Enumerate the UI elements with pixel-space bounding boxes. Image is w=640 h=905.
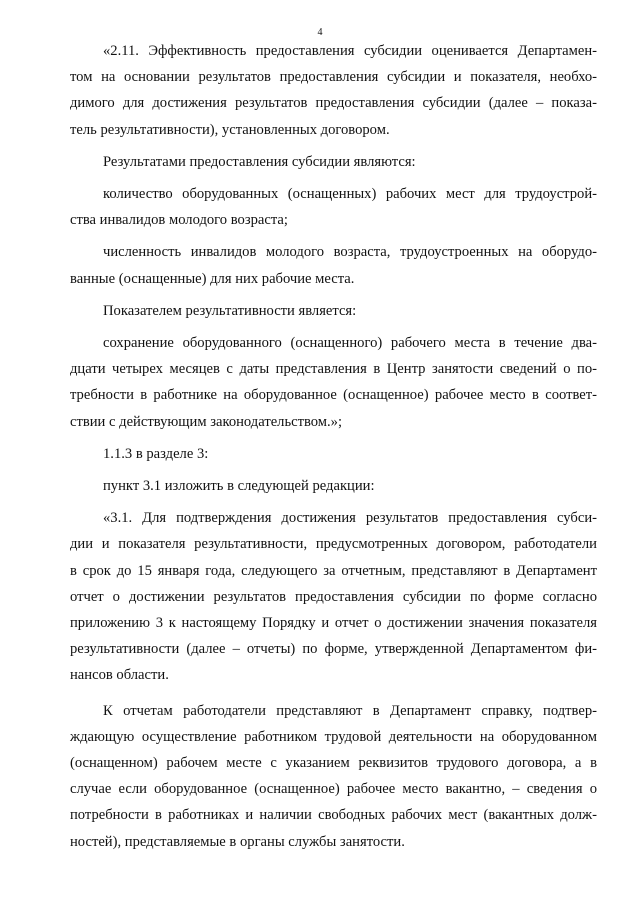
paragraph [70,239,597,291]
paragraph [70,38,597,143]
text-line: потребности в работниках и наличии свободных рабочих мест (вакантных долж- [70,807,597,824]
document-body [70,38,597,855]
text-line: Показателем результативности является: [103,302,357,319]
text-line: 1.1.3 в разделе 3: [103,445,209,462]
text-line: пункт 3.1 изложить в следующей редакции: [103,478,375,495]
text-line: нансов области. [70,667,169,684]
paragraph [70,473,597,499]
paragraph [70,298,597,324]
paragraph [70,149,597,175]
page-number: 4 [317,27,323,38]
text-line: случае если оборудованное (оснащенное) рабочее место вакантно, – сведения о [70,781,597,798]
text-line: ствии с действующим законодательством.»; [70,413,343,430]
paragraph [70,698,597,855]
text-line: ждающую осуществление работником трудовой деятельности на оборудованном [70,728,597,745]
text-line: требности в работнике на оборудованное (оснащенное) рабочее место в соответ- [70,387,597,404]
text-line: количество оборудованных (оснащенных) рабочих мест для трудоустрой- [103,186,597,203]
paragraph [70,181,597,233]
text-line: результативности (далее – отчеты) по форме, утвержденной Департаментом фи- [70,641,597,658]
text-line: ностей), представляемые в органы службы занятости. [70,833,405,850]
text-line: (оснащенном) рабочем месте с указанием реквизитов трудового договора, а в [70,755,597,772]
text-line: численность инвалидов молодого возраста, трудоустроенных на оборудо- [103,244,597,261]
text-line: в срок до 15 января года, следующего за отчетным, представляют в Департамент [70,562,597,579]
paragraph [70,441,597,467]
text-line: дцати четырех месяцев с даты представления в Центр занятости сведений о по- [70,361,597,378]
text-line: том на основании результатов предоставления субсидии и показателя, необхо- [70,69,597,86]
text-line: ванные (оснащенные) для них рабочие места. [70,270,355,287]
text-line: «3.1. Для подтверждения достижения результатов предоставления субси- [103,510,597,527]
text-line: «2.11. Эффективность предоставления субсидии оценивается Департамен- [103,43,597,59]
text-line: К отчетам работодатели представляют в Департамент справку, подтвер- [103,702,597,719]
text-line: ства инвалидов молодого возраста; [70,212,288,229]
paragraph [70,505,597,688]
text-line: сохранение оборудованного (оснащенного) рабочего места в течение два- [103,335,597,352]
text-line: приложению 3 к настоящему Порядку и отчет о достижении значения показателя [70,615,597,632]
paragraph [70,330,597,435]
text-line: димого для достижения результатов предоставления субсидии (далее – показа- [70,95,597,112]
text-line: тель результативности), установленных договором. [70,121,390,138]
text-line: отчет о достижении результатов предоставления субсидии по форме согласно [70,588,597,605]
text-line: Результатами предоставления субсидии являются: [103,153,416,170]
text-line: дии и показателя результативности, предусмотренных договором, работодатели [70,536,597,553]
